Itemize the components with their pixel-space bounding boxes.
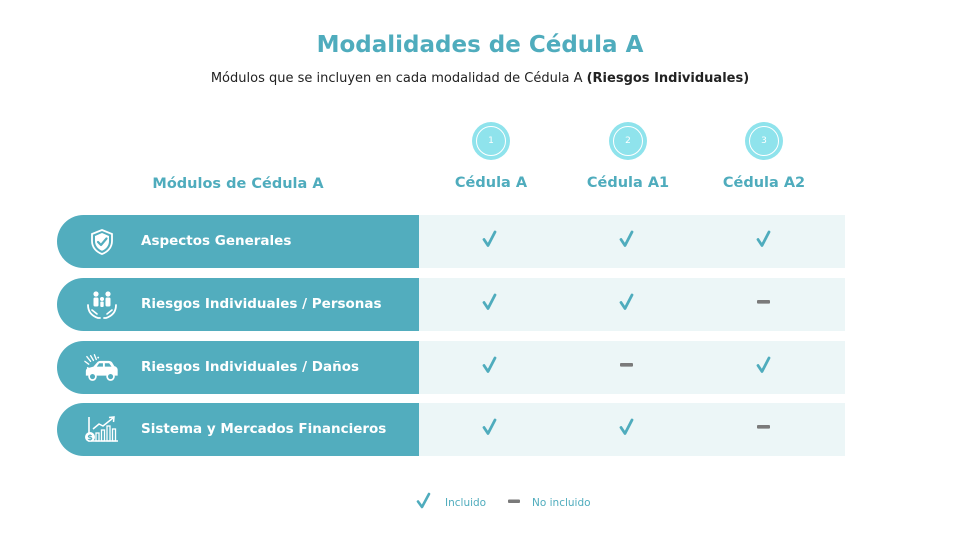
table-row [57,278,845,331]
page-title: Modalidades de Cédula A [316,32,644,58]
status-cell [607,347,647,387]
check-icon [755,355,773,379]
column-label: Cédula A2 [722,175,806,191]
check-icon [481,229,499,253]
check-icon [481,355,499,379]
table-row [57,341,845,394]
shield-check-icon [83,223,121,261]
check-icon [481,292,499,316]
car-damage-icon [83,349,121,387]
row-label: Sistema y Mercados Financieros [141,421,387,437]
legend-included-label: Incluido [445,497,487,509]
column-label: Cédula A [454,175,528,191]
check-icon [481,417,499,441]
check-icon [618,292,636,316]
status-cell [744,284,784,324]
check-icon [618,417,636,441]
dash-icon [620,355,634,379]
status-cell [744,409,784,449]
status-cell [607,284,647,324]
row-label: Riesgos Individuales / Daños [141,359,360,375]
column-label: Cédula A1 [586,175,670,191]
legend-not-included [508,494,591,512]
column-header-cedula-a1 [560,122,696,191]
subtitle-text: Módulos que se incluyen en cada modalidad de Cédula A [210,71,583,86]
column-header-cedula-a2 [696,122,832,191]
status-cell [470,347,510,387]
dash-icon [757,292,771,316]
row-label: Aspectos Generales [141,233,292,249]
dash-icon [757,417,771,441]
legend-included [415,494,486,512]
status-cell [470,284,510,324]
subtitle-bold: (Riesgos Individuales) [586,71,750,86]
row-label-band [57,403,419,456]
status-cell [607,221,647,261]
table-row [57,403,845,456]
legend-not-included-label: No incluido [532,497,591,509]
modules-column-header: Módulos de Cédula A [152,176,324,192]
status-cell [607,409,647,449]
status-cell [744,221,784,261]
number-badge: 1 [472,122,510,160]
row-label-band [57,341,419,394]
check-icon [618,229,636,253]
row-label-band [57,215,419,268]
row-label: Riesgos Individuales / Personas [141,296,382,312]
dash-icon [508,492,522,514]
status-cell [470,409,510,449]
row-label-band [57,278,419,331]
status-cell [744,347,784,387]
svg-text:$: $ [87,433,93,442]
table-row [57,215,845,268]
financial-chart-icon [83,411,121,449]
status-cell [470,221,510,261]
number-badge: 2 [609,122,647,160]
column-header-cedula-a [423,122,559,191]
number-badge: 3 [745,122,783,160]
check-icon [415,492,433,514]
page-subtitle [0,71,960,86]
family-hands-icon [83,286,121,324]
check-icon [755,229,773,253]
